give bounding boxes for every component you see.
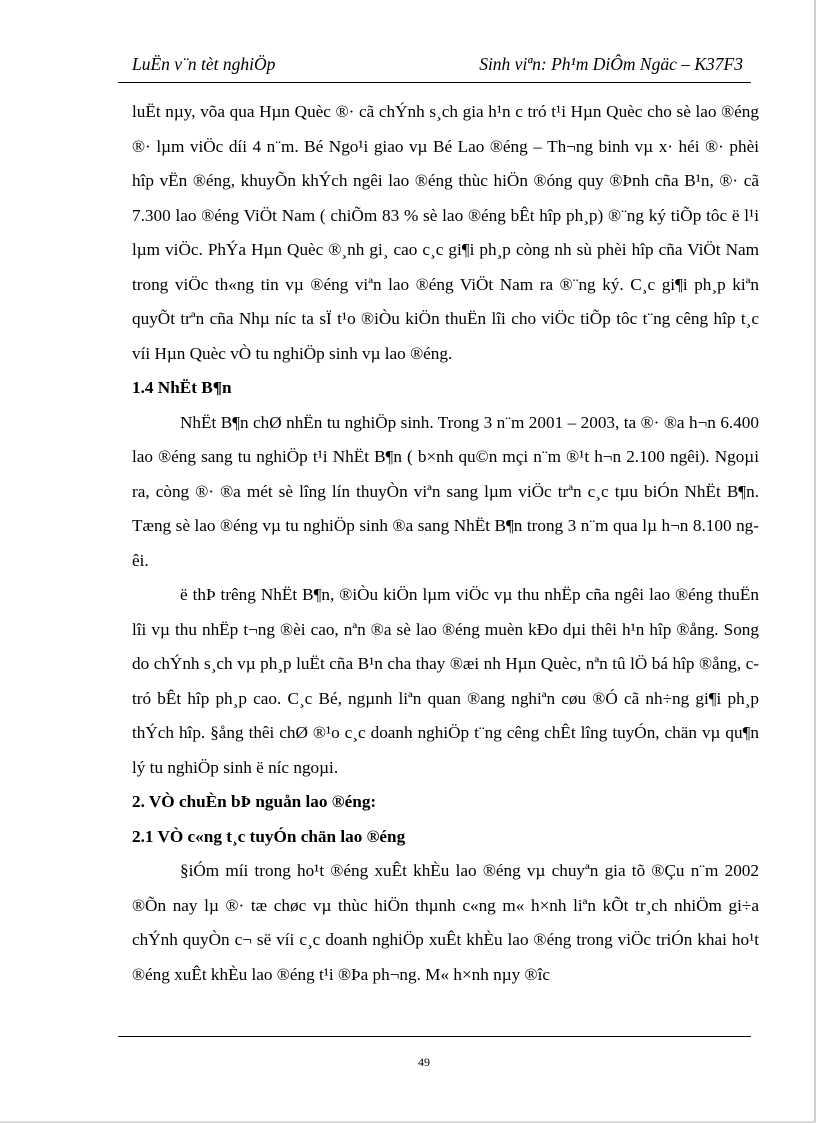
- header-divider: [118, 82, 751, 83]
- heading-labor-preparation: 2. VÒ chuÈn bÞ nguån lao ®éng:: [132, 792, 377, 811]
- header-student-info: Sinh viªn: Ph¹m DiÔm Ngäc – K37F3: [479, 54, 743, 74]
- page-header: [118, 52, 751, 80]
- heading-japan: 1.4 NhËt B¶n: [132, 378, 232, 397]
- footer-divider: [118, 1036, 751, 1037]
- document-body: [132, 95, 759, 992]
- paragraph-japan-trainees: NhËt B¶n chØ nhËn tu nghiÖp sinh. Trong 3 n¨m 2001 – 2003, ta ®· ®a h¬n 6.400 lao ®éng sang tu nghiÖp t¹i NhËt B¶n ( b×nh qu©n mçi n¨m ®¹t h¬n 2.100 ngêi). Ngoµi ra, còng ®· ®a mét sè lîng lín thuyÒn viªn sang lµm viÖc trªn c¸c tµu biÓn NhËt B¶n. Tæng sè lao ®éng vµ tu nghiÖp sinh ®a sang NhËt B¶n trong 3 n¨m qua lµ h¬n 8.100 ngêi.: [132, 412, 759, 570]
- paragraph-korea-policy: luËt nµy, võa qua Hµn Quèc ®· cã chÝnh s¸ch gia h¹n c tró t¹i Hµn Quèc cho sè lao ®éng ®· lµm viÖc díi 4 n¨m. Bé Ngo¹i giao vµ Bé Lao ®éng – Th¬ng binh vµ x· héi ®· phèi hîp vËn ®éng, khuyÕn khÝch ngêi lao ®éng thùc hiÖn ®óng quy ®Þnh cña B¹n, ®· cã 7.300 lao ®éng ViÖt Nam ( chiÕm 83 % sè lao ®éng bÊt hîp ph¸p) ®¨ng ký tiÕp tôc ë l¹i lµm viÖc. PhÝa Hµn Quèc ®¸nh gi¸ cao c¸c gi¶i ph¸p còng nh sù phèi hîp cña ViÖt Nam trong viÖc th«ng tin vµ ®éng viªn lao ®éng ViÖt Nam ra ®¨ng ký. C¸c gi¶i ph¸p kiªn quyÕt trªn cña Nhµ níc ta sÏ t¹o ®iÒu kiÖn thuËn lîi cho viÖc tiÕp tôc t¨ng cêng hîp t¸c víi Hµn Quèc vÒ tu nghiÖp sinh vµ lao ®éng.: [132, 102, 759, 363]
- page-number: 49: [418, 1055, 430, 1069]
- header-thesis-title: LuËn v¨n tèt nghiÖp: [132, 54, 276, 74]
- paragraph-recruitment-model: §iÓm míi trong ho¹t ®éng xuÊt khÈu lao ®éng vµ chuyªn gia tõ ®Çu n¨m 2002 ®Õn nay lµ ®· tæ chøc vµ thùc hiÖn thµnh c«ng m« h×nh liªn kÕt tr¸ch nhiÖm gi÷a chÝnh quyÒn c¬ së víi c¸c doanh nghiÖp xuÊt khÈu lao ®éng trong viÖc triÓn khai ho¹t ®éng xuÊt khÈu lao ®éng t¹i ®Þa ph¬ng. M« h×nh nµy ®îc: [132, 861, 759, 984]
- paragraph-japan-conditions: ë thÞ trêng NhËt B¶n, ®iÒu kiÖn lµm viÖc vµ thu nhËp cña ngêi lao ®éng thuËn lîi vµ thu nhËp t¬ng ®èi cao, nªn ®a sè lao ®éng muèn kÐo dµi thêi h¹n hîp ®ång. Song do chÝnh s¸ch vµ ph¸p luËt cña B¹n cha thay ®æi nh Hµn Quèc, nªn tû lÖ bá hîp ®ång, c tró bÊt hîp ph¸p cao. C¸c Bé, ngµnh liªn quan ®ang nghiªn cøu ®Ó cã nh÷ng gi¶i ph¸p thÝch hîp. §ång thêi chØ ®¹o c¸c doanh nghiÖp t¨ng cêng chÊt lîng tuyÓn, chän vµ qu¶n lý tu nghiÖp sinh ë níc ngoµi.: [132, 585, 759, 777]
- heading-labor-recruitment: 2.1 VÒ c«ng t¸c tuyÓn chän lao ®éng: [132, 826, 406, 846]
